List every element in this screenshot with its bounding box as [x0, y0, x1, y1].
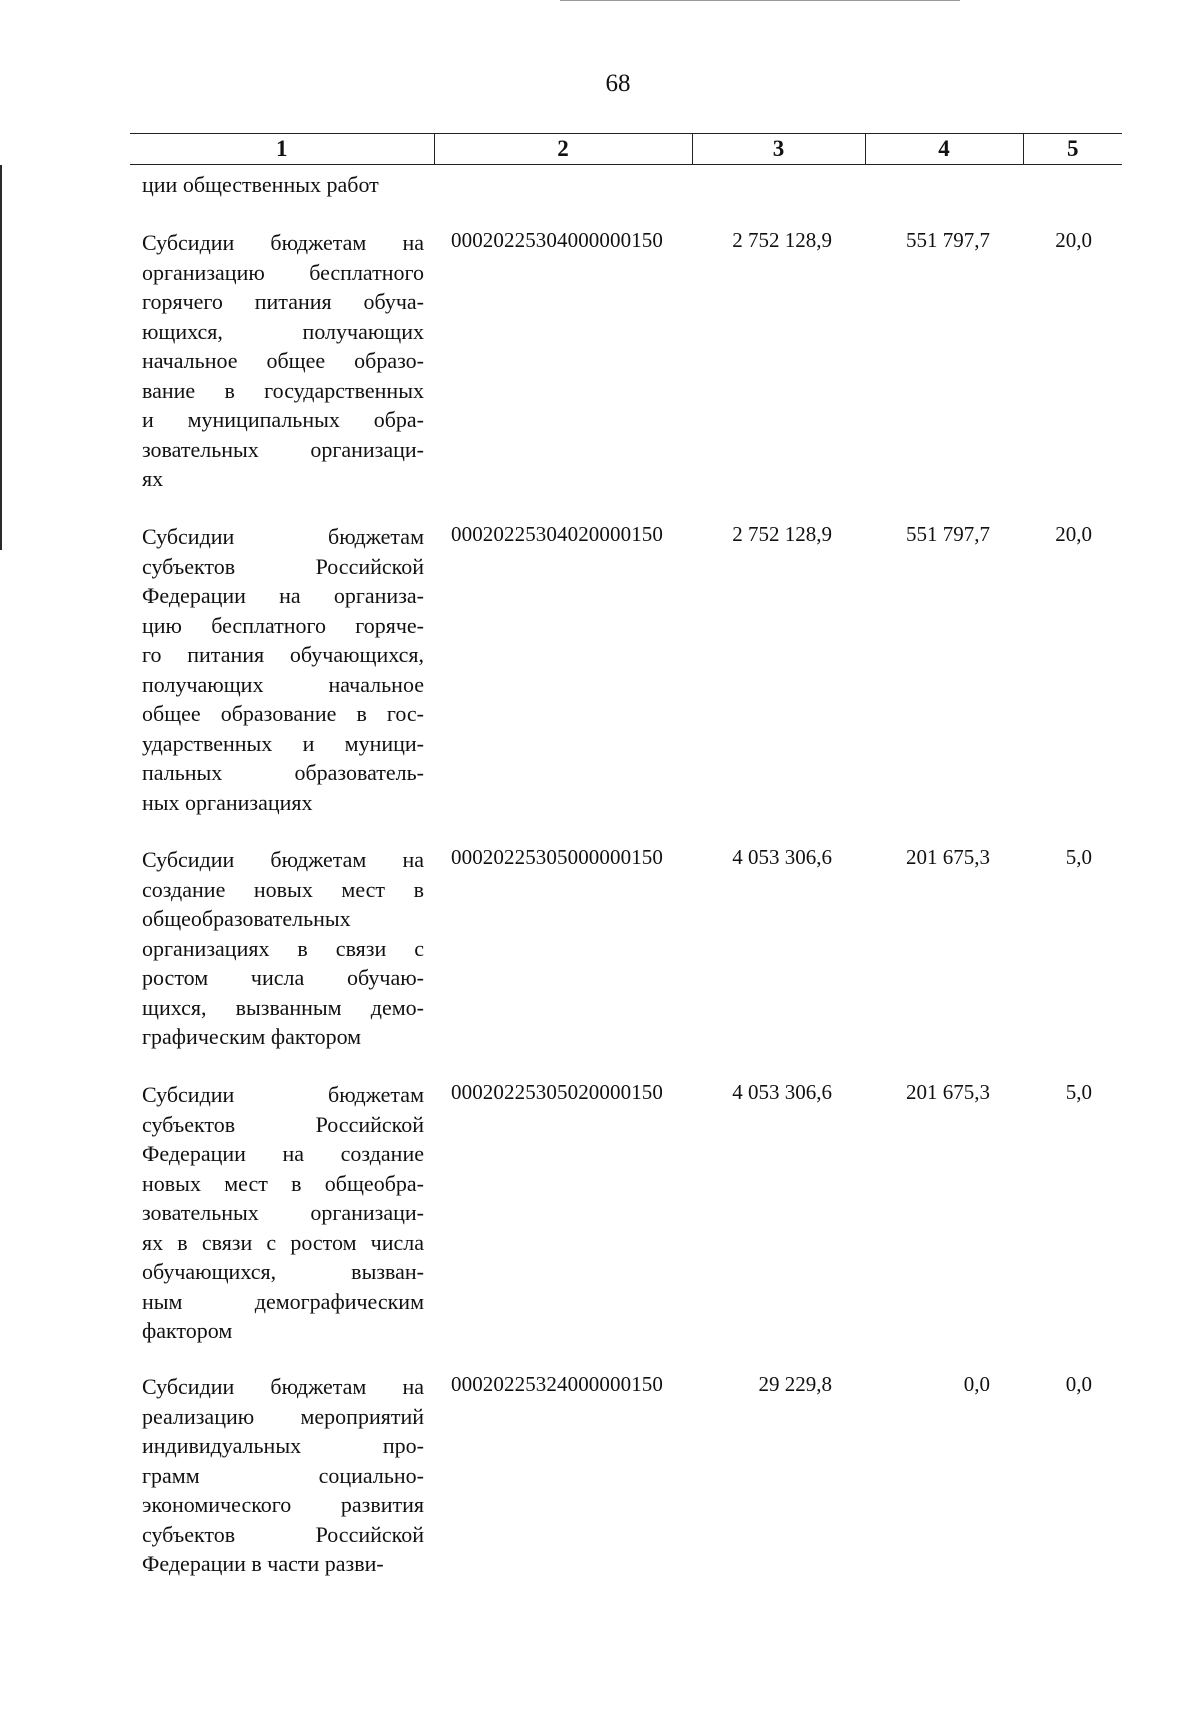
row-name-line: зовательных организаци-: [142, 436, 424, 462]
row-name-line: получающих начальное: [142, 671, 424, 697]
continuation-text: ции общественных работ: [142, 172, 379, 197]
row-name-line: ударственных и муници-: [142, 730, 424, 756]
row-name-line: начальное общее образо-: [142, 348, 424, 373]
row-value-col3: 2 752 128,9: [732, 522, 832, 546]
row-name-line: новых мест в общеобра-: [142, 1170, 424, 1196]
row-name-line: Федерации на организа-: [142, 583, 424, 608]
row-name-line: обучающихся, вызван-: [142, 1259, 424, 1284]
row-value-col4: 201 675,3: [906, 845, 990, 869]
row-name-line: горячего питания обуча-: [142, 289, 424, 314]
row-name-line: общее образование в гос-: [142, 701, 424, 726]
scan-top-mark: [560, 0, 960, 1]
row-name-line: Субсидии бюджетам: [142, 524, 424, 549]
row-value-col3: 4 053 306,6: [732, 845, 832, 869]
row-name-line: организацию бесплатного: [142, 259, 424, 285]
row-name-line: Субсидии бюджетам на: [142, 847, 424, 872]
row-name-line: ным демографическим: [142, 1288, 424, 1314]
row-name-line: субъектов Российской: [142, 1521, 424, 1547]
row-value-col5: 20,0: [1055, 228, 1092, 252]
column-header-3: 3: [692, 134, 865, 165]
row-name-line: ях в связи с ростом числа: [142, 1229, 424, 1255]
row-name-line: вание в государственных: [142, 377, 424, 403]
row-name-line: го питания обучающихся,: [142, 642, 424, 667]
page-number: 68: [605, 70, 631, 97]
row-name-line: зовательных организаци-: [142, 1200, 424, 1225]
row-value-col5: 20,0: [1055, 522, 1092, 546]
row-name-line: ростом числа обучаю-: [142, 965, 424, 990]
row-name-line: ях: [142, 466, 164, 491]
row-name-line: Федерации на создание: [142, 1141, 424, 1166]
row-value-col4: 201 675,3: [906, 1080, 990, 1104]
row-name-line: субъектов Российской: [142, 553, 424, 579]
row-name-line: и муниципальных обра-: [142, 407, 424, 432]
row-name-line: субъектов Российской: [142, 1111, 424, 1137]
row-name-line: цию бесплатного горяче-: [142, 612, 424, 638]
row-value-col3: 2 752 128,9: [732, 228, 832, 252]
row-code: 00020225304020000150: [451, 522, 663, 546]
row-value-col4: 551 797,7: [906, 522, 990, 546]
row-name: [142, 522, 424, 817]
row-code: 00020225305000000150: [451, 845, 663, 869]
row-name: [142, 1372, 424, 1579]
row-value-col5: 0,0: [1065, 1372, 1092, 1396]
row-value-col5: 5,0: [1065, 1080, 1092, 1104]
row-name-line: щихся, вызванным демо-: [142, 994, 424, 1020]
row-name-line: ных организациях: [142, 789, 313, 815]
row-name-line: индивидуальных про-: [142, 1433, 424, 1458]
row-value-col4: 0,0: [963, 1372, 990, 1396]
row-code: 00020225304000000150: [451, 228, 663, 252]
row-value-col4: 551 797,7: [906, 228, 990, 252]
row-value-col3: 29 229,8: [758, 1372, 832, 1396]
row-name-line: создание новых мест в: [142, 876, 424, 902]
row-name-line: грамм социально-: [142, 1462, 424, 1488]
row-name-line: реализацию мероприятий: [142, 1403, 424, 1429]
row-name-line: фактором: [142, 1318, 233, 1343]
column-header-4: 4: [865, 134, 1023, 165]
row-name-line: общеобразовательных: [142, 906, 351, 931]
row-name-line: экономического развития: [142, 1492, 424, 1517]
column-header-2: 2: [434, 134, 692, 165]
scan-edge-mark: [0, 165, 2, 550]
row-value-col5: 5,0: [1065, 845, 1092, 869]
row-name-line: пальных образователь-: [142, 760, 424, 785]
row-name-line: ющихся, получающих: [142, 318, 424, 344]
row-name-line: графическим фактором: [142, 1024, 362, 1049]
column-header-1: 1: [130, 134, 434, 165]
row-name-line: Субсидии бюджетам: [142, 1082, 424, 1107]
row-name-line: Субсидии бюджетам на: [142, 230, 424, 255]
column-header-row: [130, 133, 1122, 165]
row-value-col3: 4 053 306,6: [732, 1080, 832, 1104]
column-header-5: 5: [1023, 134, 1122, 165]
row-name: [142, 228, 424, 494]
row-name: [142, 845, 424, 1052]
row-name: [142, 1080, 424, 1346]
row-code: 00020225305020000150: [451, 1080, 663, 1104]
row-code: 00020225324000000150: [451, 1372, 663, 1396]
row-name-line: Субсидии бюджетам на: [142, 1374, 424, 1399]
row-name-line: организациях в связи с: [142, 935, 424, 961]
row-name-line: Федерации в части разви-: [142, 1551, 384, 1576]
